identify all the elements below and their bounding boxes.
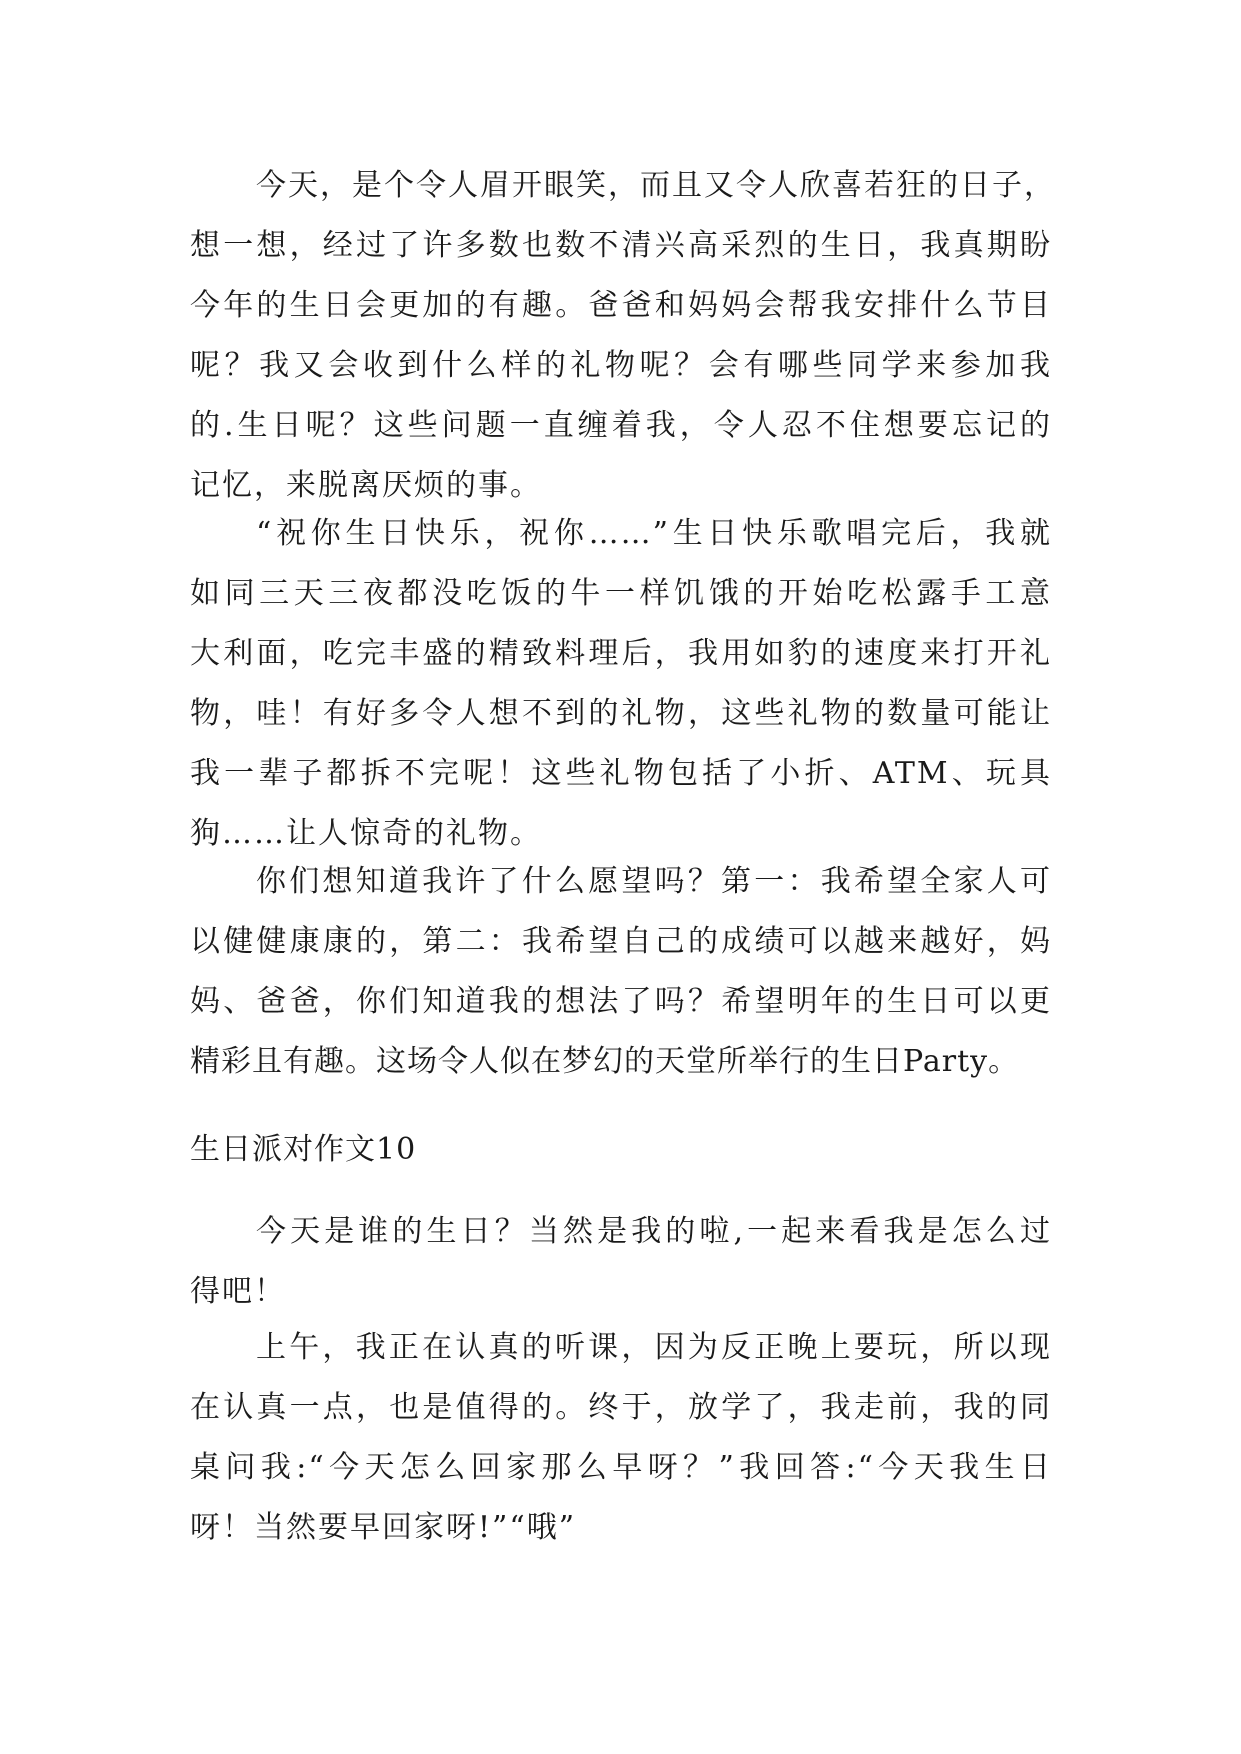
text-line: 的.生日呢？这些问题一直缠着我，令人忍不住想要忘记的: [190, 408, 1052, 443]
section-paragraph-1: [190, 1202, 1052, 1322]
text-line: 在认真一点，也是值得的。终于，放学了，我走前，我的同: [190, 1390, 1052, 1425]
paragraph-3: [190, 852, 1052, 1092]
text-line: 桌问我:“今天怎么回家那么早呀？”我回答:“今天我生日: [190, 1450, 1052, 1485]
paragraph-2: [190, 504, 1052, 864]
paragraph-1: [190, 156, 1056, 516]
text-line: 今年的生日会更加的有趣。爸爸和妈妈会帮我安排什么节目: [190, 288, 1052, 323]
section-paragraph-2: [190, 1318, 1052, 1558]
text-line: 精彩且有趣。这场令人似在梦幻的天堂所举行的生日Party。: [190, 1044, 1020, 1079]
text-line: 呀！当然要早回家呀!”“哦”: [190, 1510, 577, 1545]
text-line: 记忆，来脱离厌烦的事。: [190, 468, 542, 503]
text-line: 呢？我又会收到什么样的礼物呢？会有哪些同学来参加我: [190, 348, 1052, 383]
text-line: 妈、爸爸，你们知道我的想法了吗？希望明年的生日可以更: [190, 984, 1052, 1019]
text-line: 我一辈子都拆不完呢！这些礼物包括了小折、ATM、玩具: [190, 756, 1052, 791]
text-line: “祝你生日快乐，祝你……”生日快乐歌唱完后，我就: [256, 516, 1052, 551]
text-line: 以健健康康的，第二：我希望自己的成绩可以越来越好，妈: [190, 924, 1052, 959]
text-line: 今天是谁的生日？当然是我的啦,一起来看我是怎么过: [256, 1214, 1052, 1249]
text-line: 得吧！: [190, 1274, 286, 1309]
text-line: 想一想，经过了许多数也数不清兴高采烈的生日，我真期盼: [190, 228, 1052, 263]
text-line: 大利面，吃完丰盛的精致料理后，我用如豹的速度来打开礼: [190, 636, 1052, 671]
text-line: 今天，是个令人眉开眼笑，而且又令人欣喜若狂的日子，: [256, 168, 1056, 203]
text-line: 上午，我正在认真的听课，因为反正晚上要玩，所以现: [256, 1330, 1052, 1365]
text-line: 如同三天三夜都没吃饭的牛一样饥饿的开始吃松露手工意: [190, 576, 1052, 611]
text-line: 物，哇！有好多令人想不到的礼物，这些礼物的数量可能让: [190, 696, 1052, 731]
text-line: 你们想知道我许了什么愿望吗？第一：我希望全家人可: [256, 864, 1052, 899]
section-heading: 生日派对作文10: [190, 1132, 417, 1167]
text-line: 狗……让人惊奇的礼物。: [190, 816, 542, 851]
